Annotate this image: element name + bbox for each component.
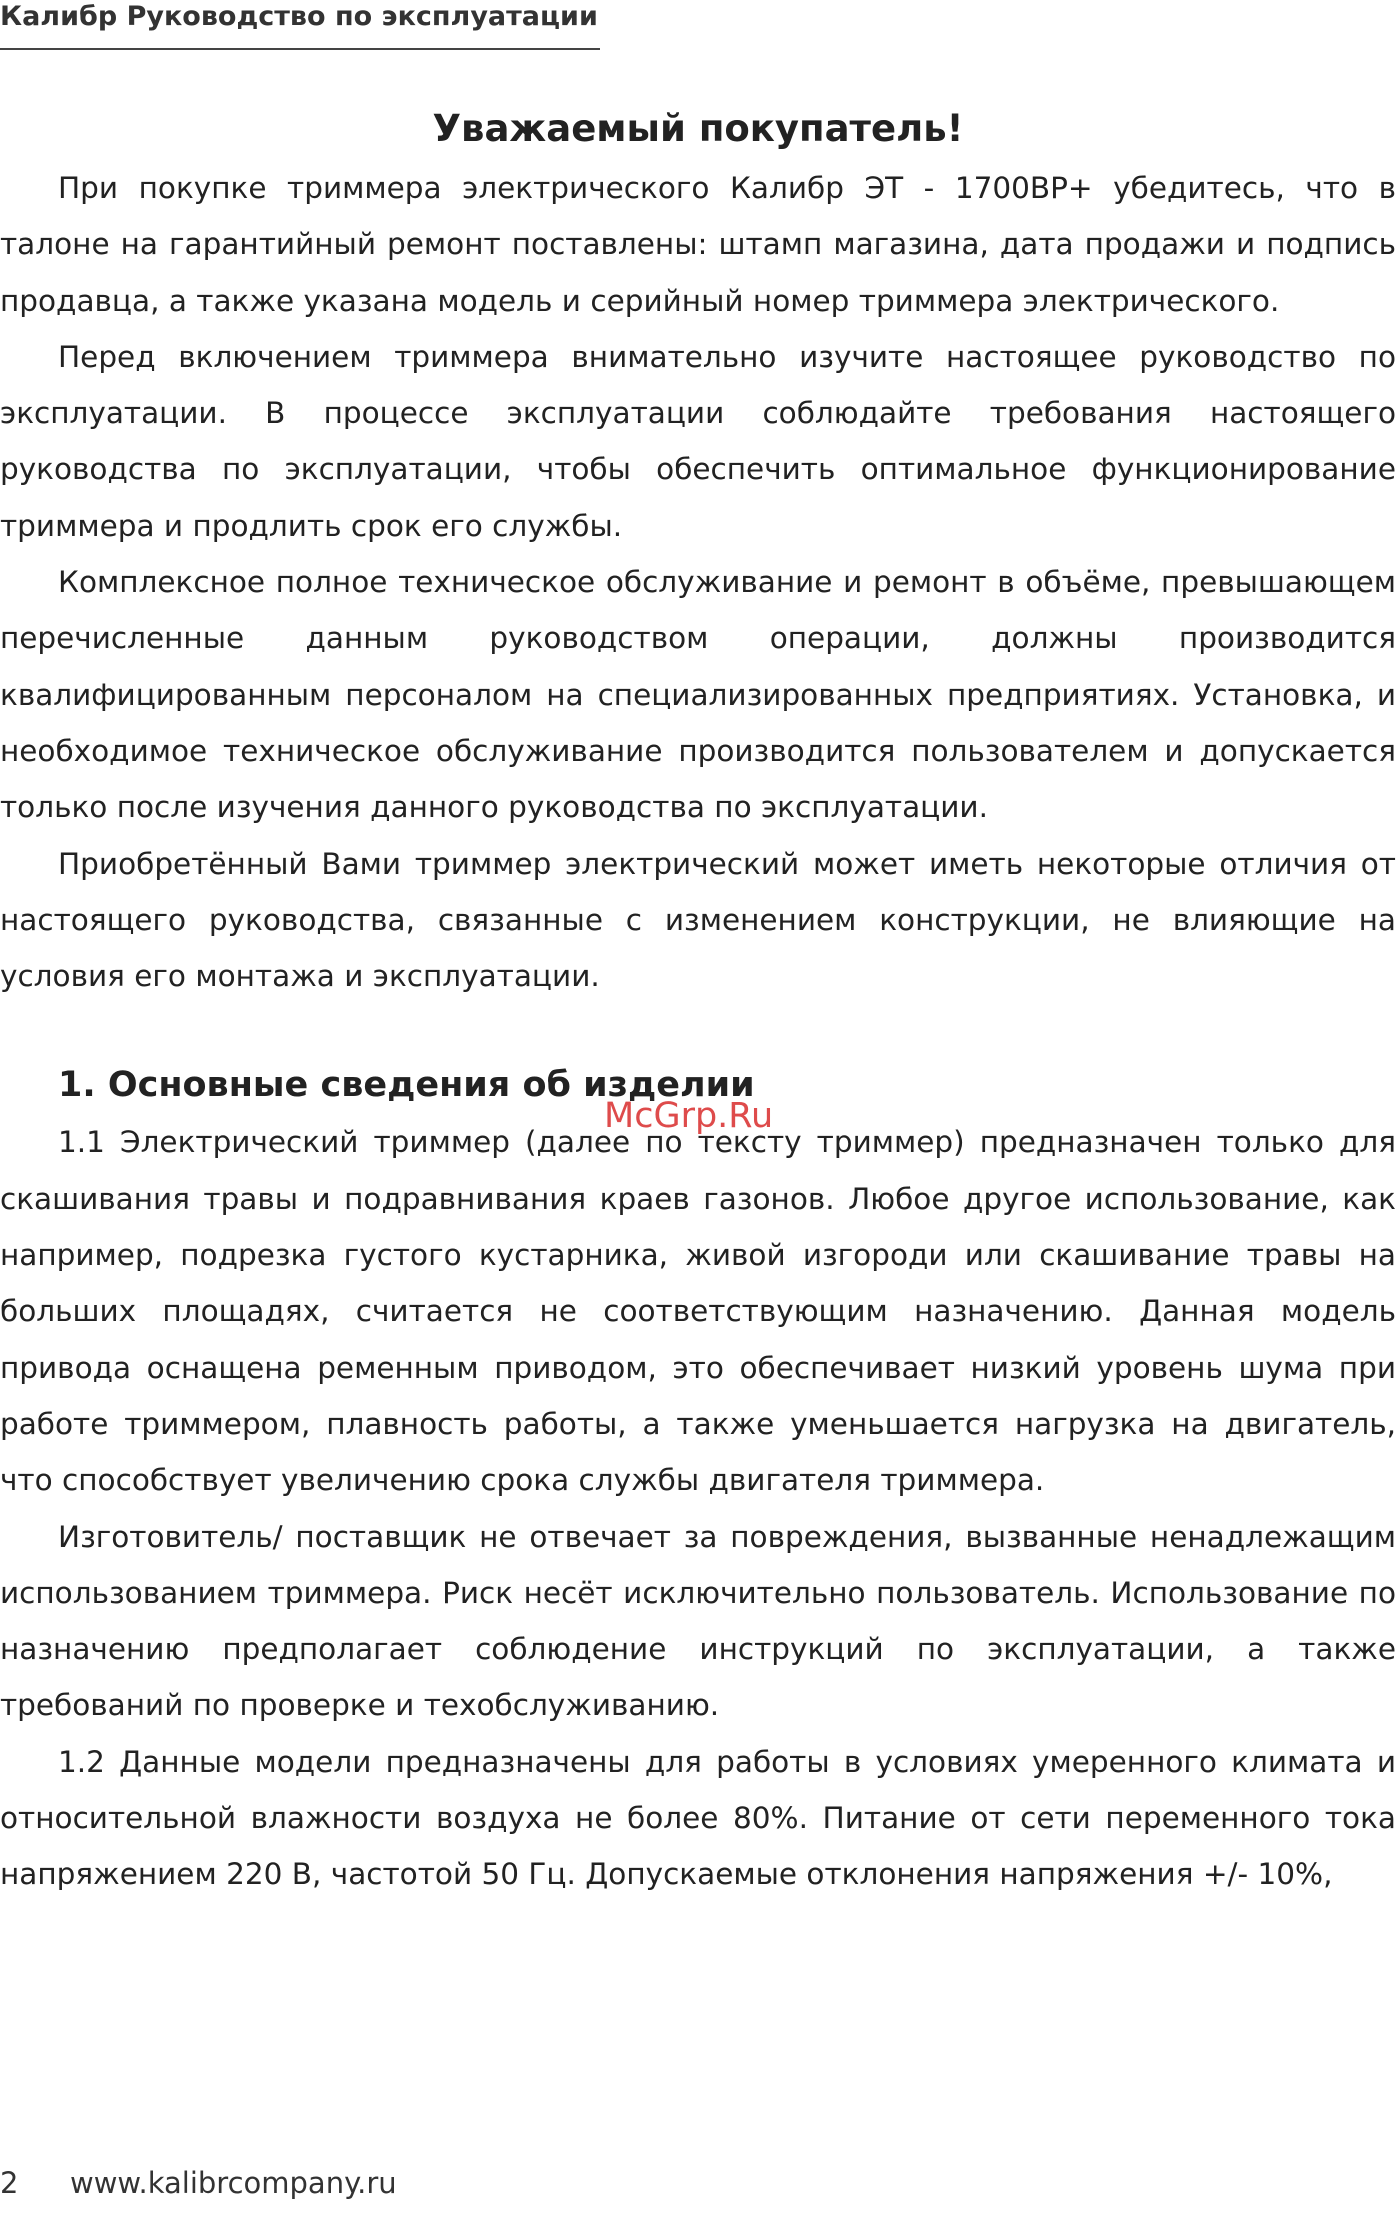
section-paragraph-2: Изготовитель/ поставщик не отвечает за повреждения, вызванные ненадлежащим использованием триммера. Риск несёт исключительно пользователь. Использование по назначению предполагает соблюдение инструкций по эксплуатации, а также требований по проверке и техобслуживанию. bbox=[0, 1519, 1396, 1723]
intro-paragraph-1: При покупке триммера электрического Калибр ЭТ - 1700ВР+ убедитесь, что в талоне на гарантийный ремонт поставлены: штамп магазина, дата продажи и подпись продавца, а также указана модель и серийный номер триммера электрического. bbox=[0, 171, 1396, 318]
page-footer bbox=[0, 2165, 397, 2201]
main-title: Уважаемый покупатель! bbox=[432, 107, 964, 150]
website-link[interactable]: www.kalibrcompany.ru bbox=[70, 2166, 397, 2200]
intro-paragraph-2: Перед включением триммера внимательно изучите настоящее руководство по эксплуатации. В процессе эксплуатации соблюдайте требования настоящего руководства по эксплуатации, чтобы обеспечить оптимальное функционирование триммера и продлить срок его службы. bbox=[0, 339, 1396, 543]
watermark: McGrp.Ru bbox=[604, 1096, 774, 1136]
intro-paragraph-3: Комплексное полное техническое обслуживание и ремонт в объёме, превышающем перечисленные данным руководством операции, должны производится квалифицированным персоналом на специализированных предприятиях. Установка, и необходимое техническое обслуживание производится пользователем и допускается только после изучения данного руководства по эксплуатации. bbox=[0, 565, 1396, 825]
page-number: 2 bbox=[0, 2166, 19, 2200]
page-content bbox=[0, 100, 1396, 1903]
running-header bbox=[0, 0, 600, 50]
intro-paragraph-4: Приобретённый Вами триммер электрический может иметь некоторые отличия от настоящего руководства, связанные с изменением конструкции, не влияющие на условия его монтажа и эксплуатации. bbox=[0, 846, 1396, 994]
section-title: 1. Основные сведения об изделии bbox=[58, 1065, 755, 1106]
running-header-title: Калибр Руководство по эксплуатации bbox=[0, 1, 598, 32]
section-paragraph-1: 1.1 Электрический триммер (далее по тексту триммер) предназначен только для скашивания травы и подравнивания краев газонов. Любое другое использование, как например, подрезка густого кустарника, живой изгороди или скашивание травы на больших площадях, считается не соответствующим назначению. Данная модель привода оснащена ременным приводом, это обеспечивает низкий уровень шума при работе триммером, плавность работы, а также уменьшается нагрузка на двигатель, что способствует увеличению срока службы двигателя триммера. bbox=[0, 1125, 1396, 1498]
section-paragraph-3: 1.2 Данные модели предназначены для работы в условиях умеренного климата и относительной влажности воздуха не более 80%. Питание от сети переменного тока напряжением 220 В, частотой 50 Гц. Допускаемые отклонения напряжения +/- 10%, bbox=[0, 1744, 1396, 1892]
